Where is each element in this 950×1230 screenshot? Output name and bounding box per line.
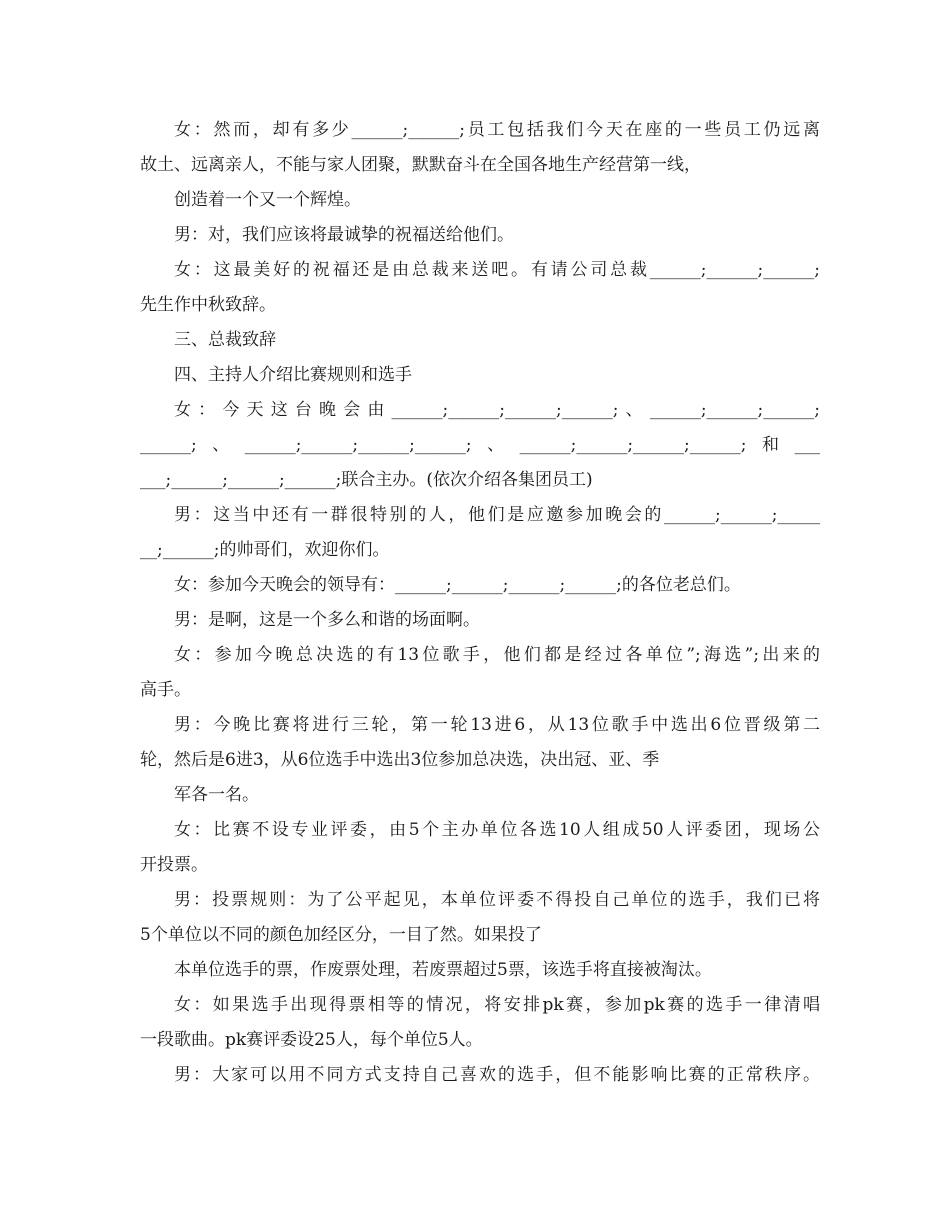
text-line: ___;______;______;______;联合主办。(依次介绍各集团员工) [140, 470, 593, 490]
text-line: 5个单位以不同的颜色加经区分，一目了然。如果投了 [140, 925, 542, 945]
text-line: 轮，然后是6进3，从6位选手中选出3位参加总决选，决出冠、亚、季 [140, 750, 660, 770]
text-line: 女：参加今晚总决选的有13位歌手，他们都是经过各单位”;海选”;出来的 [174, 645, 820, 665]
text-line: 男：今晚比赛将进行三轮，第一轮13进6，从13位歌手中选出6位晋级第二 [174, 715, 820, 735]
text-line: 男：对，我们应该将最诚挚的祝福送给他们。 [174, 225, 514, 245]
document-body [140, 113, 820, 1093]
text-line: 三、总裁致辞 [174, 330, 276, 350]
text-line: 故土、远离亲人，不能与家人团聚，默默奋斗在全国各地生产经营第一线， [140, 155, 701, 175]
text-line: 开投票。 [140, 855, 208, 875]
text-line: 四、主持人介绍比赛规则和选手 [174, 365, 412, 385]
text-line: 男：是啊，这是一个多么和谐的场面啊。 [174, 610, 480, 630]
text-line: ______;、______;______;______;______;、______;______;______;______;和___ [140, 435, 820, 455]
text-line: 女：参加今天晚会的领导有：______;______;______;______;的各位老总们。 [174, 575, 741, 595]
text-line: 一段歌曲。pk赛评委设25人，每个单位5人。 [140, 1030, 483, 1050]
text-line: 女：然而，却有多少______;______;员工包括我们今天在座的一些员工仍远离 [174, 120, 820, 140]
text-line: 女：今天这台晚会由______;______;______;______;、______;______;______; [174, 400, 820, 420]
text-line: 本单位选手的票，作废票处理，若废票超过5票，该选手将直接被淘汰。 [174, 960, 712, 980]
text-line: 女：比赛不设专业评委，由5个主办单位各选10人组成50人评委团，现场公 [174, 820, 820, 840]
text-line: 男：投票规则：为了公平起见，本单位评委不得投自己单位的选手，我们已将 [174, 890, 820, 910]
text-line: 先生作中秋致辞。 [140, 295, 276, 315]
text-line: 男：大家可以用不同方式支持自己喜欢的选手，但不能影响比赛的正常秩序。 [174, 1065, 820, 1085]
text-line: 女：如果选手出现得票相等的情况，将安排pk赛，参加pk赛的选手一律清唱 [174, 995, 820, 1015]
text-line: 高手。 [140, 680, 191, 700]
text-line: 军各一名。 [174, 785, 259, 805]
text-line: 女：这最美好的祝福还是由总裁来送吧。有请公司总裁______;______;______; [174, 260, 820, 280]
text-line: 创造着一个又一个辉煌。 [174, 190, 361, 210]
text-line: __;______;的帅哥们，欢迎你们。 [140, 540, 390, 560]
text-line: 男：这当中还有一群很特别的人，他们是应邀参加晚会的______;______;_____ [174, 505, 820, 525]
